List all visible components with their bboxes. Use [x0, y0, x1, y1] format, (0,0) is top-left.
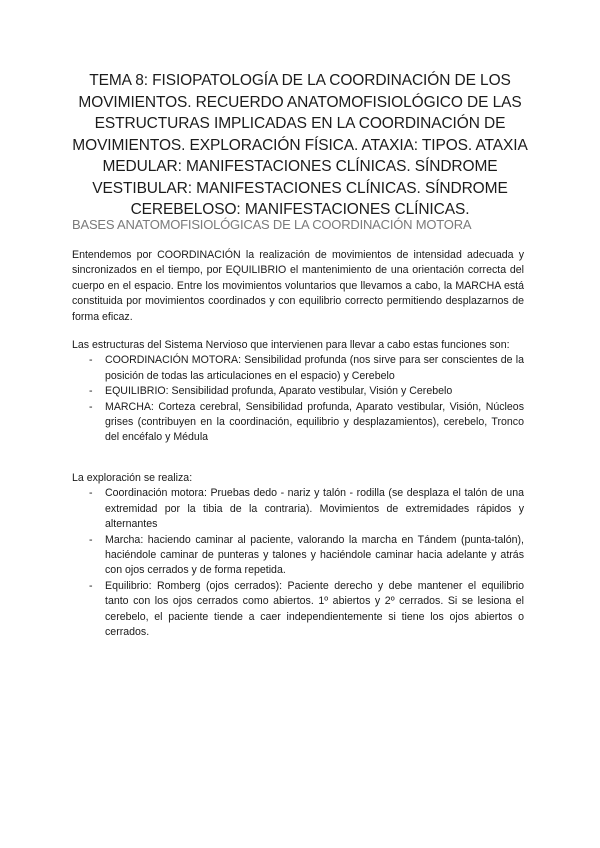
exploration-section	[72, 471, 524, 640]
document-title: TEMA 8: FISIOPATOLOGÍA DE LA COORDINACIÓN DE LOS MOVIMIENTOS. RECUERDO ANATOMOFISIOLÓGICO DE LAS ESTRUCTURAS IMPLICADAS EN LA COORDINACIÓN DE MOVIMIENTOS. EXPLORACIÓN FÍSICA. ATAXIA: TIPOS. ATAXIA MEDULAR: MANIFESTACIONES CLÍNICAS. SÍNDROME VESTIBULAR: MANIFESTACIONES CLÍNICAS. SÍNDROME CEREBELOSO: MANIFESTACIONES CLÍNICAS.	[72, 72, 528, 218]
structures-list-item: - EQUILIBRIO: Sensibilidad profunda, Aparato vestibular, Visión y Cerebelo	[72, 384, 524, 399]
exploration-list-item: - Coordinación motora: Pruebas dedo - nariz y talón - rodilla (se desplaza el talón de una extremidad por la tibia de la contraria). Movimientos de extremidades rápidos y alternantes	[72, 486, 524, 532]
exploration-list	[72, 486, 524, 640]
exploration-list-item: - Equilibrio: Romberg (ojos cerrados): Paciente derecho y debe mantener el equilibrio tanto con los ojos cerrados como abiertos. 1º abiertos y 2º cerrados. Si se lesiona el cerebelo, el paciente tiende a caer independientemente si tiene los ojos abiertos o cerrados.	[72, 579, 524, 641]
structures-section	[72, 338, 524, 446]
structures-list-item: - MARCHA: Corteza cerebral, Sensibilidad profunda, Aparato vestibular, Visión, Núcleos grises (contribuyen en la coordinación, equilibrio y desplazamientos), cerebelo, Tronco del encéfalo y Médula	[72, 400, 524, 446]
structures-lead: Las estructuras del Sistema Nervioso que intervienen para llevar a cabo estas funciones son:	[72, 339, 510, 351]
exploration-lead: La exploración se realiza:	[72, 472, 193, 484]
intro-paragraph: Entendemos por COORDINACIÓN la realización de movimientos de intensidad adecuada y sincronizados en el tiempo, por EQUILIBRIO el mantenimiento de una orientación correcta del cuerpo en el espacio. Entre los movimientos voluntarios que llevamos a cabo, la MARCHA está constituida por movimientos coordinados y con equilibrio correcto permitiendo desplazarnos de forma eficaz.	[72, 249, 524, 323]
exploration-list-item: - Marcha: haciendo caminar al paciente, valorando la marcha en Tándem (punta-talón), haciéndole caminar de punteras y talones y haciéndole caminar hacia adelante y atrás con ojos cerrados y de forma repetida.	[72, 533, 524, 579]
structures-list-item: - COORDINACIÓN MOTORA: Sensibilidad profunda (nos sirve para ser conscientes de la posición de todas las articulaciones en el espacio) y Cerebelo	[72, 353, 524, 384]
section-heading: BASES ANATOMOFISIOLÓGICAS DE LA COORDINACIÓN MOTORA	[72, 217, 472, 232]
structures-list	[72, 353, 524, 445]
